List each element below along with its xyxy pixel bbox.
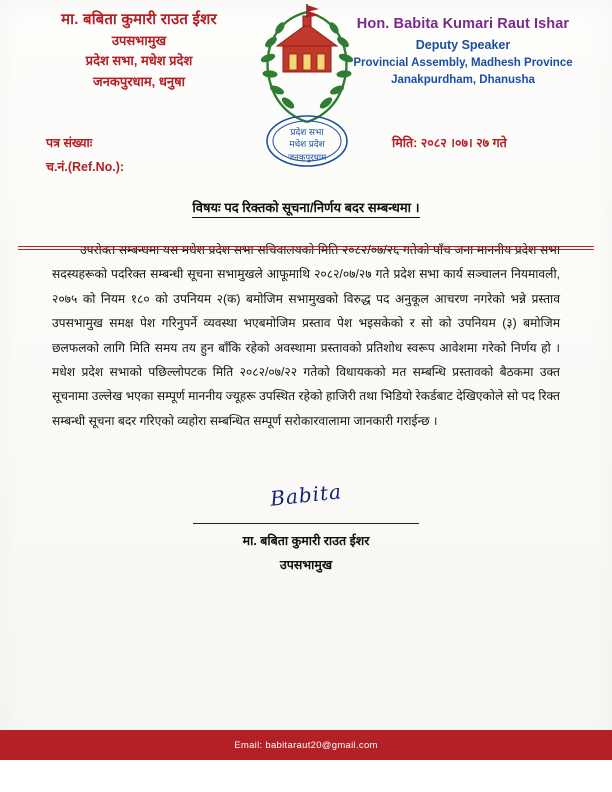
address-english: Janakpurdham, Dhanusha [391, 73, 535, 86]
ref-no-label: च.नं.(Ref.No.): [46, 159, 125, 174]
subject-line [0, 198, 612, 216]
header-divider-thin [18, 249, 594, 250]
document-body [52, 238, 560, 433]
date-label: मिति: [392, 136, 418, 150]
signature-line [193, 523, 419, 524]
reference-line [0, 128, 612, 186]
subject-label: विषयः [192, 200, 221, 215]
footer-email: Email: babitaraut20@gmail.com [234, 739, 378, 751]
officer-title-english: Deputy Speaker [415, 37, 511, 52]
handwritten-signature: Babita [269, 479, 343, 511]
date-value: २०८२ ।०७। २७ गते [420, 136, 507, 150]
letterhead-english-block [332, 8, 594, 89]
signatory-details [0, 530, 612, 578]
officer-title-nepali: उपसभामुख [111, 33, 167, 49]
address-nepali: जनकपुरधाम, धनुषा [93, 73, 185, 89]
signatory-title: उपसभामुख [279, 558, 333, 572]
footer-band [0, 730, 612, 760]
body-paragraph: उपरोक्त सम्बन्धमा यस मधेश प्रदेश सभा सचिवालयको मिति २०८२/०७/२६ गतेको पाँच जना माननीय प्रदेश सभा सदस्यहरूको पदरिक्त सम्बन्धी सूचना सभामुखले आफूमाथि २०८२/०७/२७ गते प्रदेश सभा कार्य सञ्चालन नियमावली, २०७५ को नियम १८० को उपनियम २(क) बमोजिम सभामुखको विरुद्ध पद अनुकूल आचरण नगरेको भन्ने प्रस्ताव उपसभामुख समक्ष पेश गरिनुपर्ने व्यवस्था भएबमोजिम प्रस्ताव पेश भइसकेको र सो को उपनियम (३) बमोजिम छलफलको लागि मिति समय तय हुन बाँकि रहेको अवस्थामा प्रस्तावको प्रतिशोध स्वरूप आवेशमा गरेको निर्णय हो । मधेश प्रदेश सभाको पछिल्लोपटक मिति २०८२/०७/२२ गतेको विधायकको मत सम्बन्धि प्रस्तावको बैठकमा उक्त सूचनामा उल्लेख भएका सम्पूर्ण माननीय ज्यूहरू उपस्थित रहेको हाजिरी तथा भिडियो रेकर्डबाट देखिएकोले सो पद रिक्त सम्बन्धी सूचना बदर गरिएको व्यहोरा सम्बन्धित सम्पूर्ण सरोकारवालामा जानकारी गराईन्छ । [52, 243, 560, 428]
reference-left [46, 132, 124, 180]
subject-text: पद रिक्तको सूचना/निर्णय बदर सम्बन्धमा । [224, 200, 419, 218]
seal-text-mid: मधेश प्रदेश [289, 139, 325, 149]
assembly-name-english: Provincial Assembly, Madhesh Province [353, 56, 573, 69]
page-bottom-margin [0, 760, 612, 792]
letterhead-nepali-block [14, 8, 264, 92]
letter-number-label: पत्र संख्याः [46, 136, 93, 150]
seal-text-top: प्रदेश सभा [290, 127, 324, 137]
header-divider [18, 246, 594, 247]
date-field [392, 134, 507, 151]
officer-name-english: Hon. Babita Kumari Raut Ishar [356, 16, 570, 32]
signature-block [0, 479, 612, 579]
signatory-name: मा. बबिता कुमारी राउत ईशर [242, 534, 370, 549]
seal-text-bottom: जनकपुरधाम [287, 152, 327, 162]
assembly-name-nepali: प्रदेश सभा, मधेश प्रदेश [85, 53, 193, 69]
officer-name-nepali: मा. बबिता कुमारी राउत ईशर [61, 11, 217, 28]
